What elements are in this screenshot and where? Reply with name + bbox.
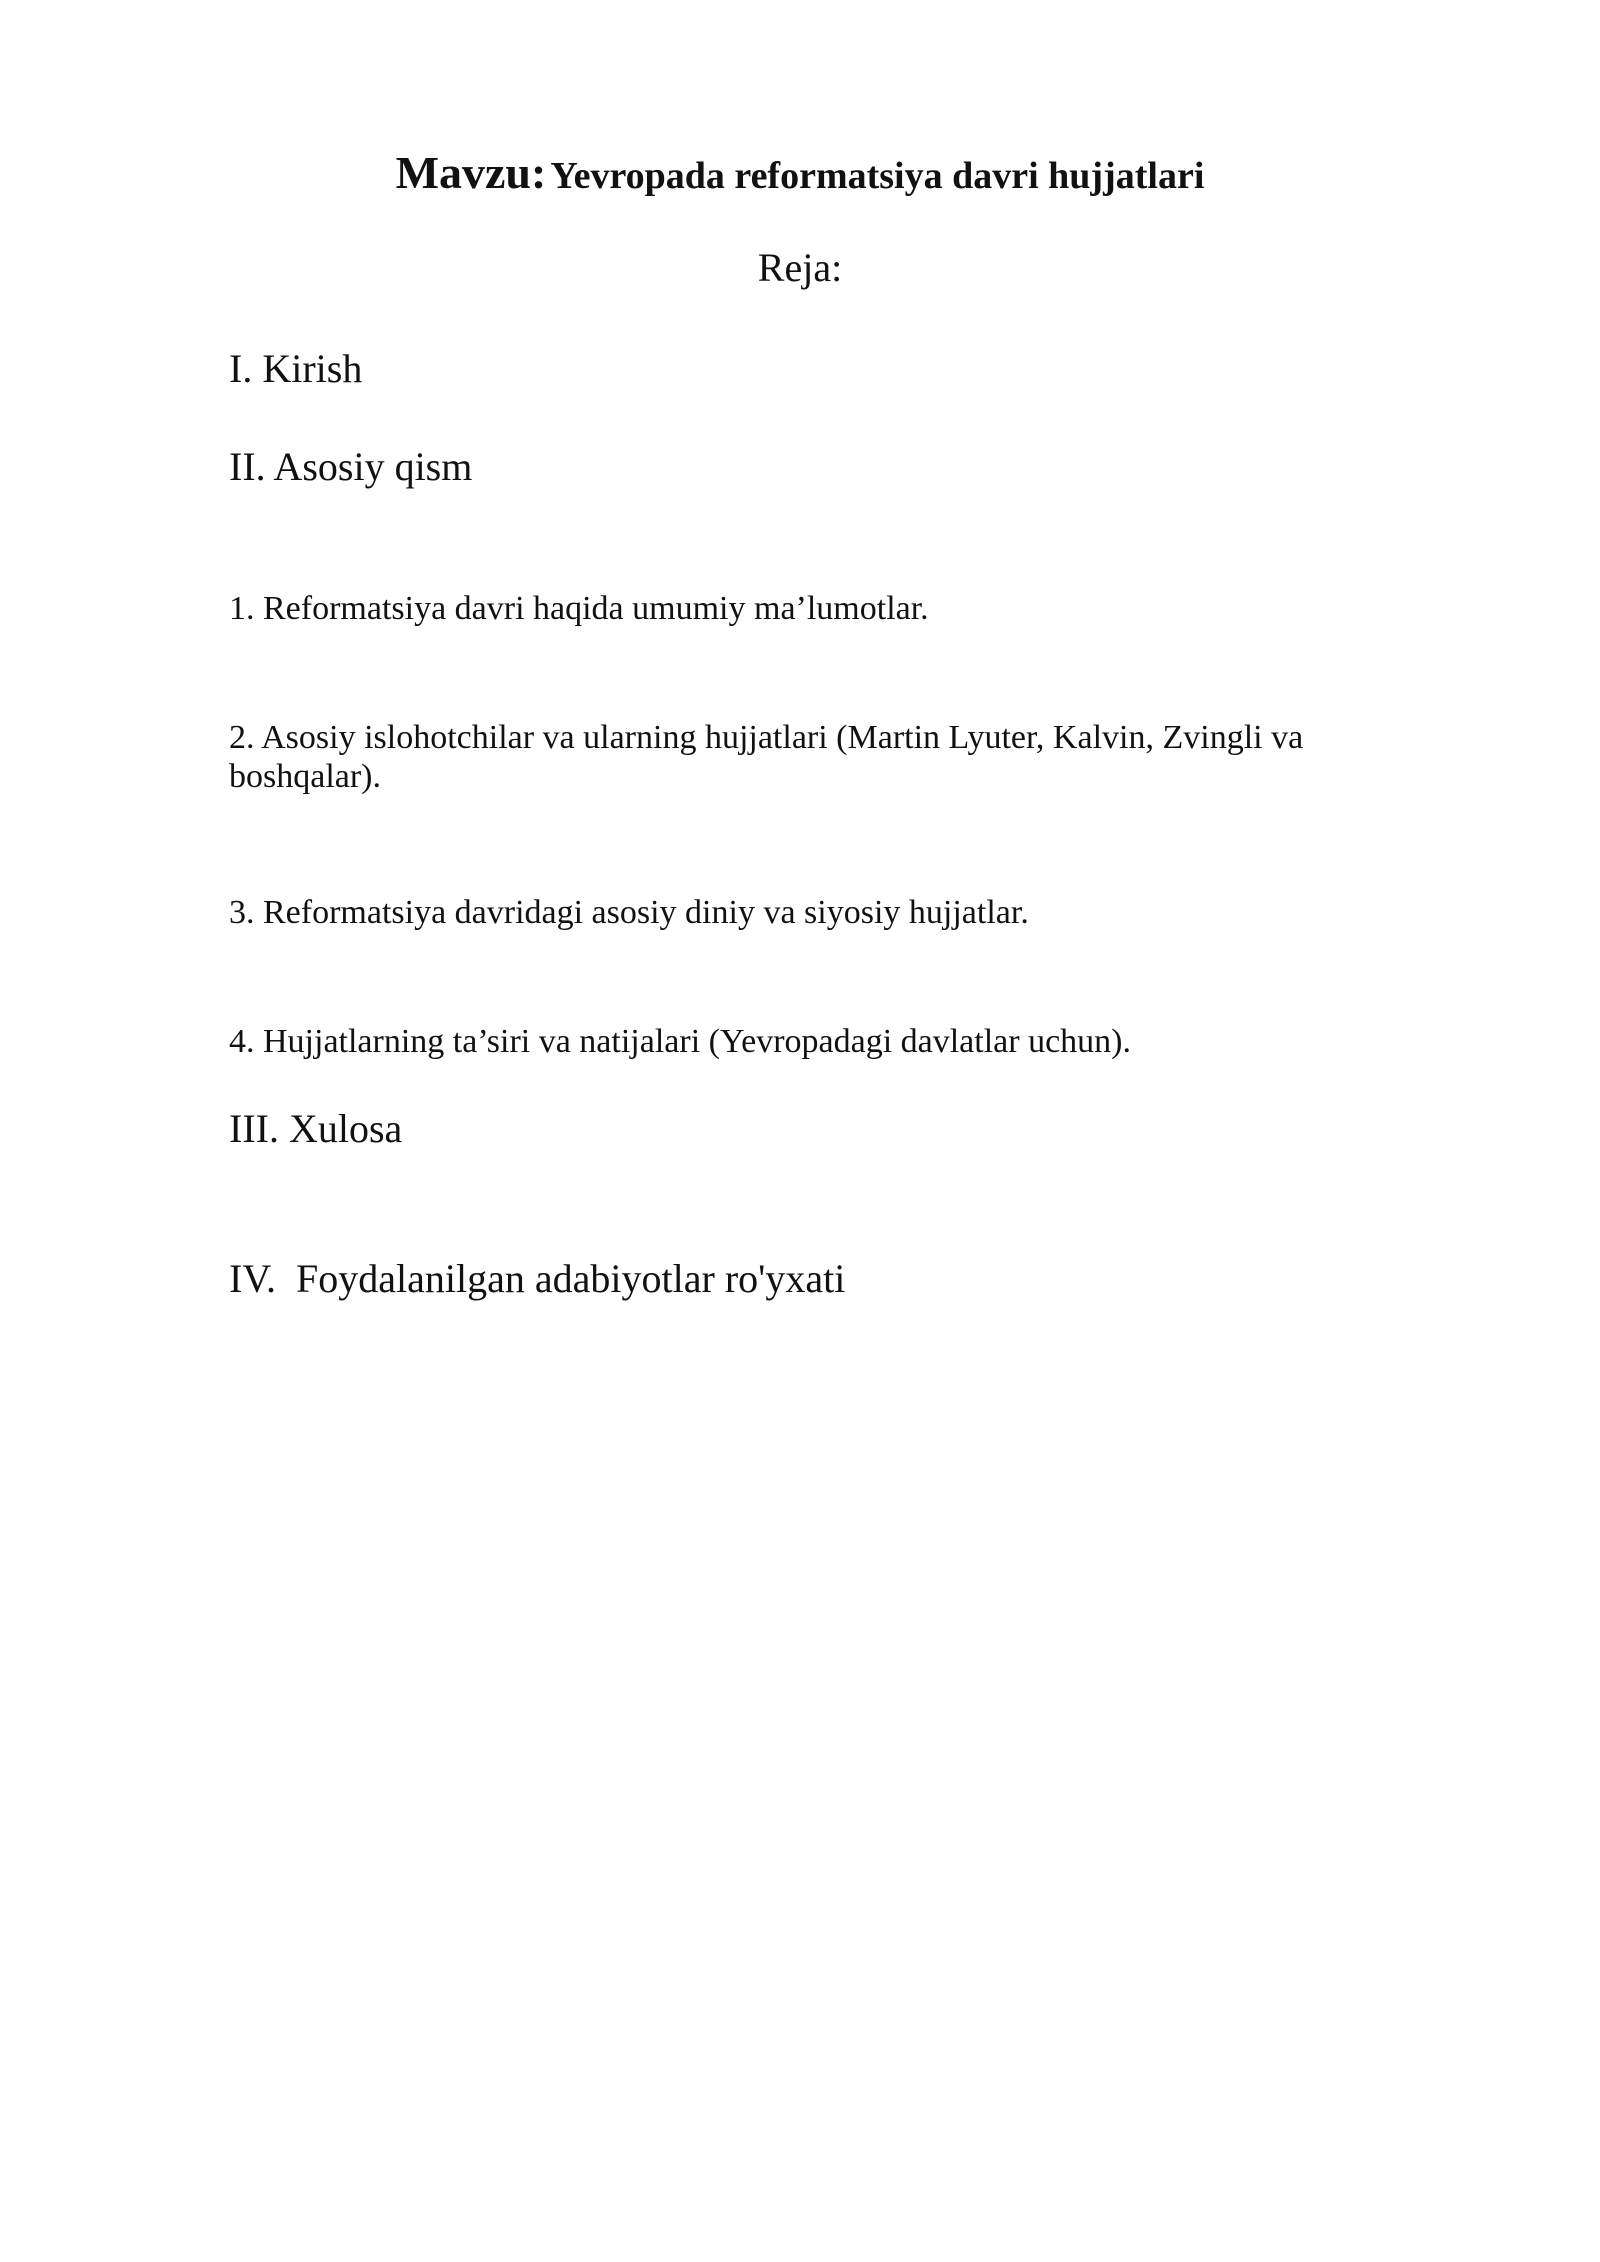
- title-prefix: Mavzu:: [395, 147, 547, 198]
- section-conclusion: III. Xulosa: [229, 1106, 403, 1151]
- title-main: Yevropada reformatsiya davri hujjatlari: [550, 155, 1205, 197]
- plan-heading: Reja:: [757, 245, 843, 290]
- section-references: IV. Foydalanilgan adabiyotlar ro'yxati: [229, 1256, 846, 1301]
- plan-item: 2. Asosiy islohotchilar va ularning hujjatlari (Martin Lyuter, Kalvin, Zvingli va boshqalar).: [229, 719, 1304, 796]
- plan-item: 1. Reformatsiya davri haqida umumiy ma’lumotlar.: [229, 590, 929, 627]
- section-introduction: I. Kirish: [229, 346, 363, 391]
- plan-item: 4. Hujjatlarning ta’siri va natijalari (Yevropadagi davlatlar uchun).: [229, 1023, 1131, 1060]
- plan-item: 3. Reformatsiya davridagi asosiy diniy va siyosiy hujjatlar.: [229, 894, 1029, 931]
- page-title: [0, 147, 1600, 198]
- section-main-part: II. Asosiy qism: [229, 444, 473, 489]
